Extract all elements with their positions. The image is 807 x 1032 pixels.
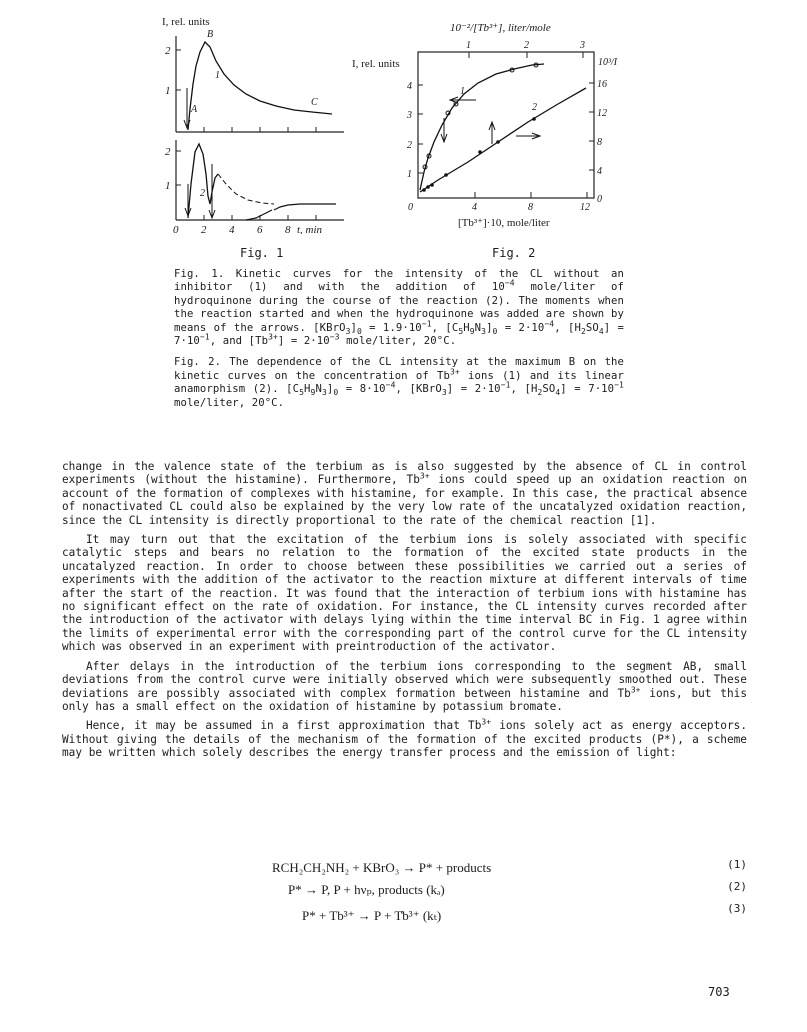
- fig1-bottom-ytick-2: 2: [165, 146, 171, 158]
- fig2-top-tick-3: 3: [580, 40, 585, 51]
- fig2-left-tick-4: 4: [407, 81, 412, 92]
- fig2-caption: Fig. 2. The dependence of the CL intensity at the maximum B on the kinetic curves on the concentration of $Tb^{3+}$ ions (1) and its linear anamorphism (2). $[C_5H_9N_3]_0 = 8\cdot 10^{-4}$, [KBrO$_3$] = $2\cdot 10^{-1}$, $[H_2SO_4] = 7\cdot 10^{-1}$ mole/liter, 20°C.: [174, 356, 624, 409]
- fig1-label-C: C: [311, 97, 318, 108]
- fig1-top-ytick-1: 1: [165, 85, 171, 97]
- fig2-caption-label: Fig. 2: [492, 246, 536, 260]
- fig1-xtick-0: 0: [173, 224, 179, 234]
- fig2-right-tick-12: 12: [597, 108, 607, 119]
- figure-2: [348, 20, 638, 232]
- fig2-bottom-tick-4: 4: [472, 202, 477, 213]
- paragraph-1: change in the valence state of the terbium as is also suggested by the absence of CL in control experiments (without the histamine). Furthermore, $Tb^{3+}$ ions could speed up an oxidation reaction on account of the formation of complexes with histamine, for example. In this case, the practical absence of nonactivated CL could also be explained by the very low rate of the uncatalyzed oxidation reaction, since the CL intensity is directly proportional to the rate of the chemical reaction [1].: [62, 460, 747, 527]
- fig2-right-tick-8: 8: [597, 137, 602, 148]
- fig2-bottom-tick-12: 12: [580, 202, 590, 213]
- fig2-right-tick-16: 16: [597, 79, 607, 90]
- equation-1: RCH₂CH₂NH₂ + KBrO₃ → P* + products: [272, 860, 492, 875]
- fig2-left-tick-2: 2: [407, 140, 412, 151]
- fig1-xtick-4: 4: [229, 224, 235, 234]
- fig2-left-tick-1: 1: [407, 169, 412, 180]
- fig1-caption-label: Fig. 1: [240, 246, 284, 260]
- fig2-right-tick-4: 4: [597, 166, 602, 177]
- fig1-xlabel: t, min: [297, 224, 323, 234]
- fig1-curve1-label: 1: [215, 70, 220, 81]
- fig1-xtick-8: 8: [285, 224, 291, 234]
- body-text: [62, 460, 747, 766]
- paragraph-4: Hence, it may be assumed in a first approximation that $Tb^{3+}$ ions solely act as energy acceptors. Without giving the details of the mechanism of the formation of the excited products (P*), a scheme may be written which solely describes the energy transfer process and the emission of light:: [62, 717, 748, 760]
- equation-3: P* + Tb³⁺ → P + T̊b³⁺ (kₜ): [302, 908, 442, 923]
- fig1-label-A: A: [191, 104, 198, 115]
- equation-block: [62, 858, 747, 928]
- fig2-bottom-tick-8: 8: [528, 202, 533, 213]
- paragraph-2: It may turn out that the excitation of the terbium ions is solely associated with specific catalytic steps and bears no relation to the formation of the excited state products in the uncatalyzed reaction. In order to choose between these possibilities we carried out a series of experiments with the addition of the activator to the reaction mixture at different intervals of time after the start of the reaction. It was found that the interaction of terbium ions with histamine has no significant effect on the rate of oxidation. For instance, the CL intensity curves recorded after the introduction of the activator with delays lying within the time interval BC in Fig. 1 agree within the limits of experimental error with the corresponding part of the control curve for the CL intensity which was observed in an experiment with preintroduction of the activator.: [62, 533, 747, 654]
- fig2-curve1-label: 1: [460, 86, 465, 97]
- fig2-xlabel: [Tb³⁺]·10, mole/liter: [458, 217, 550, 229]
- paragraph-3: After delays in the introduction of the terbium ions corresponding to the segment AB, small deviations from the control curve were initially observed which were subsequently smoothed out. These deviations are possibly associated with complex formation between histamine and $Tb^{3+}$ ions, but this only has a small effect on the oxidation of histamine by potassium bromate.: [62, 659, 747, 713]
- fig2-curve2-label: 2: [532, 102, 537, 113]
- fig2-right-tick-0: 0: [597, 194, 602, 205]
- equation-1-number: (1): [727, 858, 747, 871]
- fig2-top-axis-label: 10⁻²/[Tb³⁺], liter/mole: [450, 22, 551, 34]
- fig2-left-tick-3: 3: [407, 110, 412, 121]
- fig1-label-B: B: [207, 29, 214, 40]
- fig1-bottom-ytick-1: 1: [165, 180, 171, 192]
- fig1-ylabel: I, rel. units: [162, 16, 210, 28]
- fig1-curve2-label: 2: [200, 188, 205, 199]
- page-number: 703: [708, 985, 730, 999]
- fig1-xtick-2: 2: [201, 224, 207, 234]
- figure-1: [160, 14, 360, 234]
- fig1-xtick-6: 6: [257, 224, 263, 234]
- equation-3-number: (3): [727, 902, 747, 915]
- fig2-top-tick-1: 1: [466, 40, 471, 51]
- fig2-ylabel-left: I, rel. units: [352, 58, 400, 70]
- equation-2-number: (2): [727, 880, 747, 893]
- fig2-top-tick-2: 2: [524, 40, 529, 51]
- fig1-caption: Fig. 1. Kinetic curves for the intensity of the CL without an inhibitor (1) and with the addition of $10^{-4}$ mole/liter of hydroquinone during the course of the reaction (2). The moments when the reaction started and when the hydroquinone was added are shown by means of the arrows. $[KBrO_3]_0 = 1.9\cdot 10^{-1}$, $[C_5H_9N_3]_0 = 2\cdot 10^{-4}$, $[H_2SO_4] = 7\cdot 10^{-1}$, and $[Tb^{3+}] = 2\cdot 10^{-3}$ mole/liter, 20°C.: [174, 268, 624, 348]
- equation-2: P* → P, P + hνₚ, products (kₔ): [288, 882, 445, 897]
- fig1-top-ytick-2: 2: [165, 45, 171, 57]
- figure-captions: [174, 268, 624, 410]
- fig2-right-axis-label: 10³/I: [598, 57, 618, 68]
- fig2-bottom-tick-0: 0: [408, 202, 413, 213]
